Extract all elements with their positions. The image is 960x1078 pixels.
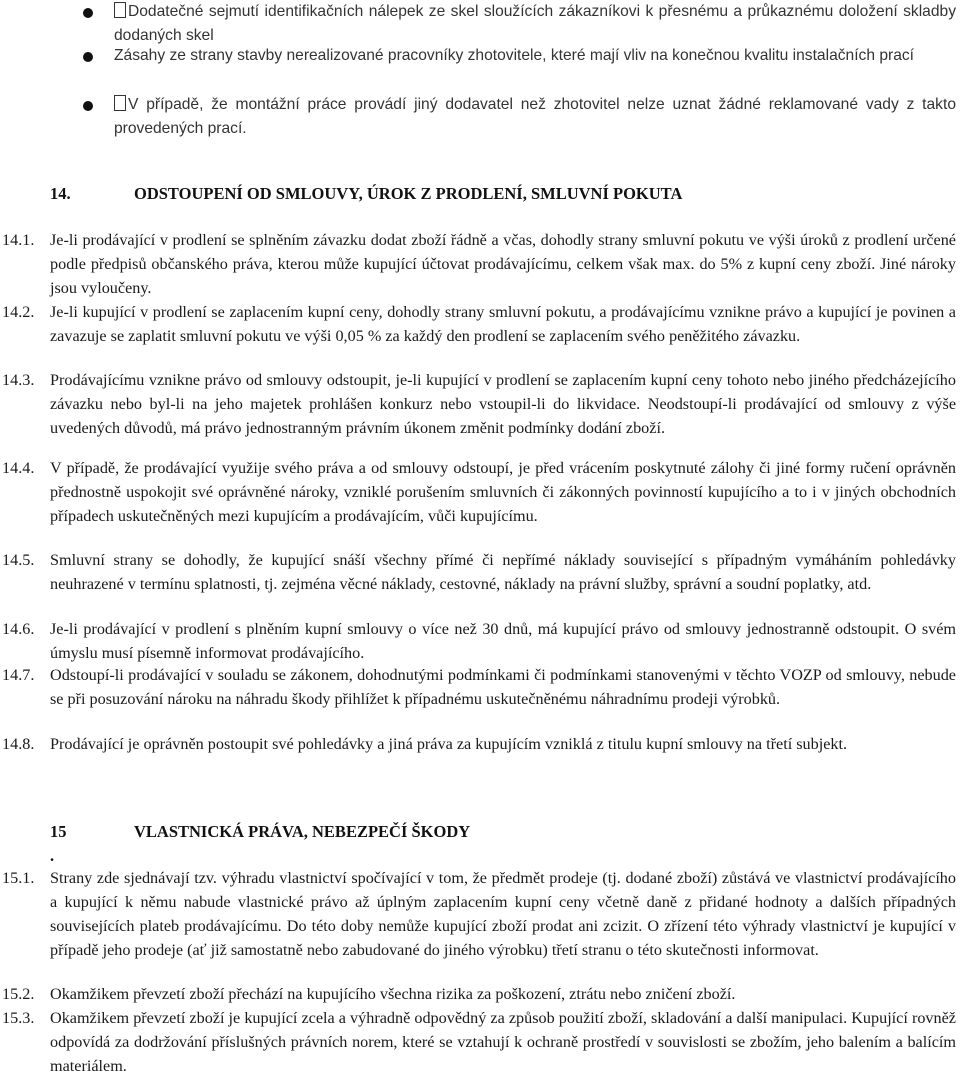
missing-glyph-icon xyxy=(114,95,126,111)
section-number: 15 . xyxy=(50,822,67,865)
clause-text: Je-li prodávající v prodlení s plněním kupní smlouvy o více než 30 dnů, má kupující právo od smlouvy jednostranně odstoupit. O svém úmyslu musí písemně informovat prodávajícího. xyxy=(50,620,956,662)
bullet-marker xyxy=(83,52,93,62)
clause-text: Smluvní strany se dohodly, že kupující snáší všechny přímé či nepřímé náklady související s případným vymáháním pohledávky neuhrazené v termínu splatnosti, tj. zejména věcné náklady, cestovné, náklady na právní služby, správní a soudní poplatky, atd. xyxy=(50,551,956,593)
clause-text: Okamžikem převzetí zboží přechází na kupujícího všechna rizika za poškození, ztrátu nebo zničení zboží. xyxy=(50,985,736,1003)
clause-text: Prodávající je oprávněn postoupit své pohledávky a jiná práva za kupujícím vzniklá z titulu kupní smlouvy na třetí subjekt. xyxy=(50,735,848,753)
bullet-marker xyxy=(83,8,93,18)
clause-text: V případě, že prodávající využije svého práva a od smlouvy odstoupí, je před vrácením poskytnuté zálohy či jiné formy ručení oprávněn přednostně uspokojit své oprávněné nároky, vzniklé porušením smluvních či zákonných povinností kupujícího a to i v jiných obchodních případech uskutečněných mezi kupujícím a prodávajícím, vůči kupujícímu. xyxy=(50,459,956,525)
clause-number: 14.4. xyxy=(2,459,35,477)
clause-number: 14.3. xyxy=(2,371,35,389)
bullet-item: Dodatečné sejmutí identifikačních nálepek ze skel sloužících zákazníkovi k přesnému a průkaznému doložení skladby dodaných skel xyxy=(114,3,956,44)
section-title: VLASTNICKÁ PRÁVA, NEBEZPEČÍ ŠKODY xyxy=(134,822,471,841)
clause-number: 15.1. xyxy=(2,869,35,887)
clause-number: 15.3. xyxy=(2,1009,35,1027)
clause-number: 14.5. xyxy=(2,551,35,569)
clause-text: Okamžikem převzetí zboží je kupující zcela a výhradně odpovědný za způsob použití zboží, skladování a další manipulaci. Kupující rovněž odpovídá za dodržování příslušných právních norem, které se vztahují k ochraně prostředí v souvislosti se zbožím, jeho balením a balícím materiálem. xyxy=(50,1009,956,1075)
bullet-item: V případě, že montážní práce provádí jiný dodavatel než zhotovitel nelze uznat žádné reklamované vady z takto provedených prací. xyxy=(114,96,956,137)
section-title: ODSTOUPENÍ OD SMLOUVY, ÚROK Z PRODLENÍ, SMLUVNÍ POKUTA xyxy=(134,184,683,203)
clause-number: 14.2. xyxy=(2,303,35,321)
clause-text: Je-li prodávající v prodlení se splněním závazku dodat zboží řádně a včas, dohodly strany smluvní pokutu ve výši úroků z prodlení určené podle předpisů občanského práva, kterou může kupující účtovat prodávajícímu, celkem však max. do 5% z kupní ceny zboží. Jiné nároky jsou vyloučeny. xyxy=(50,231,956,297)
clause-number: 14.7. xyxy=(2,666,35,684)
clause-number: 14.6. xyxy=(2,620,35,638)
clause-text: Prodávajícímu vznikne právo od smlouvy odstoupit, je-li kupující v prodlení se zaplacením kupní ceny tohoto nebo jiného předcházejícího závazku nebo byl-li na jeho majetek prohlášen konkurz nebo vstoupil-li do likvidace. Neodstoupí-li prodávající od smlouvy z výše uvedených důvodů, má právo jednostranným právním úkonem změnit podmínky dodání zboží. xyxy=(50,371,956,437)
missing-glyph-icon xyxy=(114,2,126,18)
section-number: 14. xyxy=(50,184,71,203)
clause-number: 14.8. xyxy=(2,735,35,753)
clause-number: 14.1. xyxy=(2,231,35,249)
clause-text: Je-li kupující v prodlení se zaplacením kupní ceny, dohodly strany smluvní pokutu, a prodávajícímu vznikne právo a kupující je povinen a zavazuje se zaplatit smluvní pokutu ve výši 0,05 % za každý den prodlení se zaplacením svého peněžitého závazku. xyxy=(50,303,956,345)
clause-text: Odstoupí-li prodávající v souladu se zákonem, dohodnutými podmínkami či podmínkami stanovenými v těchto VOZP od smlouvy, nebude se při posuzování nároku na náhradu škody přihlížet k případnému uskutečněnému náhradnímu prodeji výrobků. xyxy=(50,666,956,708)
bullet-marker xyxy=(83,101,93,111)
clause-number: 15.2. xyxy=(2,985,35,1003)
clause-text: Strany zde sjednávají tzv. výhradu vlastnictví spočívající v tom, že předmět prodeje (tj. dodané zboží) zůstává ve vlastnictví prodávajícího a kupující k němu nabude vlastnické právo až úplným zaplacením kupní ceny včetně daně z přidané hodnoty a dalších případných souvisejících plateb prodávajícímu. Do této doby nemůže kupující zboží prodat ani zcizit. O zřízení této výhrady vlastnictví je kupující v případě jeho prodeje (ať již samostatně nebo zabudované do jiného výrobku) třetí stranu o této skutečnosti informovat. xyxy=(50,869,956,959)
bullet-item: Zásahy ze strany stavby nerealizované pracovníky zhotovitele, které mají vliv na konečnou kvalitu instalačních prací xyxy=(114,47,915,64)
